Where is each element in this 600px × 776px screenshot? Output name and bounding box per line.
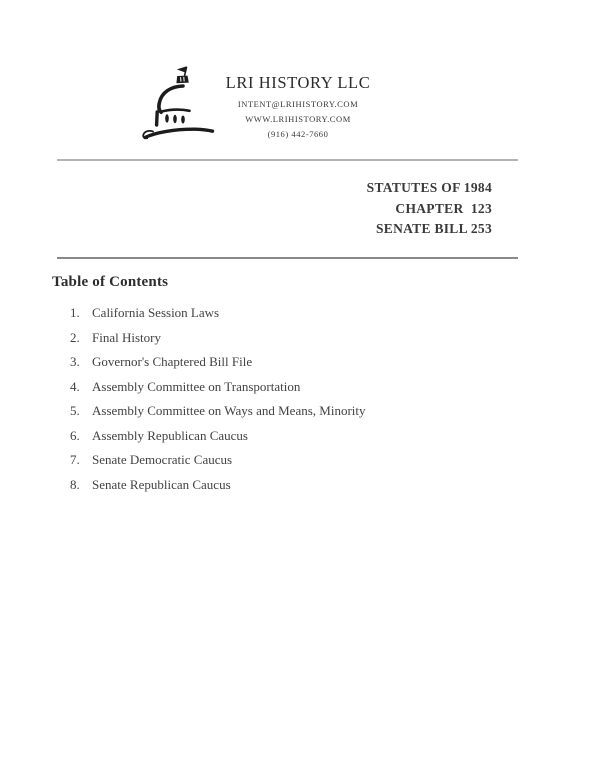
toc-title: Table of Contents: [52, 274, 169, 290]
toc-item-number: 6.: [70, 427, 80, 443]
toc-item-number: 2.: [70, 329, 80, 345]
divider-top: [57, 159, 518, 161]
toc-item-label: California Session Laws: [92, 305, 220, 320]
toc-item-label: Assembly Republican Caucus: [92, 427, 248, 443]
toc-item-number: 5.: [70, 403, 80, 418]
statutes-line: STATUTES OF 1984: [366, 180, 492, 195]
company-phone: (916) 442-7660: [267, 129, 329, 139]
toc-item-number: 1.: [70, 305, 80, 320]
toc-item-label: Governor's Chaptered Bill File: [92, 354, 253, 369]
company-email: INTENT@LRIHISTORY.COM: [237, 99, 359, 109]
toc-item-number: 3.: [70, 354, 80, 369]
toc-item-label: Senate Republican Caucus: [92, 476, 231, 492]
toc-item-label: Assembly Committee on Transportation: [92, 378, 301, 394]
toc-item: [70, 355, 366, 369]
toc-item: [70, 331, 366, 345]
toc-item: [70, 380, 366, 394]
toc-item-label: Assembly Committee on Ways and Means, Minority: [92, 403, 366, 418]
toc-item-number: 8.: [70, 476, 80, 492]
toc-item-number: 4.: [70, 378, 80, 394]
toc-item: [70, 404, 366, 418]
senate-bill-line: SENATE BILL 253: [375, 221, 492, 236]
toc-item: [70, 306, 366, 320]
company-website: WWW.LRIHISTORY.COM: [245, 114, 351, 124]
chapter-line: CHAPTER 123: [395, 200, 492, 216]
toc-item: [70, 453, 366, 467]
toc-item-label: Senate Democratic Caucus: [92, 452, 233, 467]
toc-item: [70, 429, 366, 443]
contact-info: [193, 97, 403, 142]
toc-item-number: 7.: [70, 452, 80, 467]
bill-reference-block: [367, 178, 492, 240]
toc-list: [70, 306, 366, 502]
toc-item-label: Final History: [92, 329, 161, 345]
company-name: LRI HISTORY LLC: [225, 73, 371, 92]
divider-bottom: [57, 257, 518, 259]
toc-item: [70, 478, 366, 492]
